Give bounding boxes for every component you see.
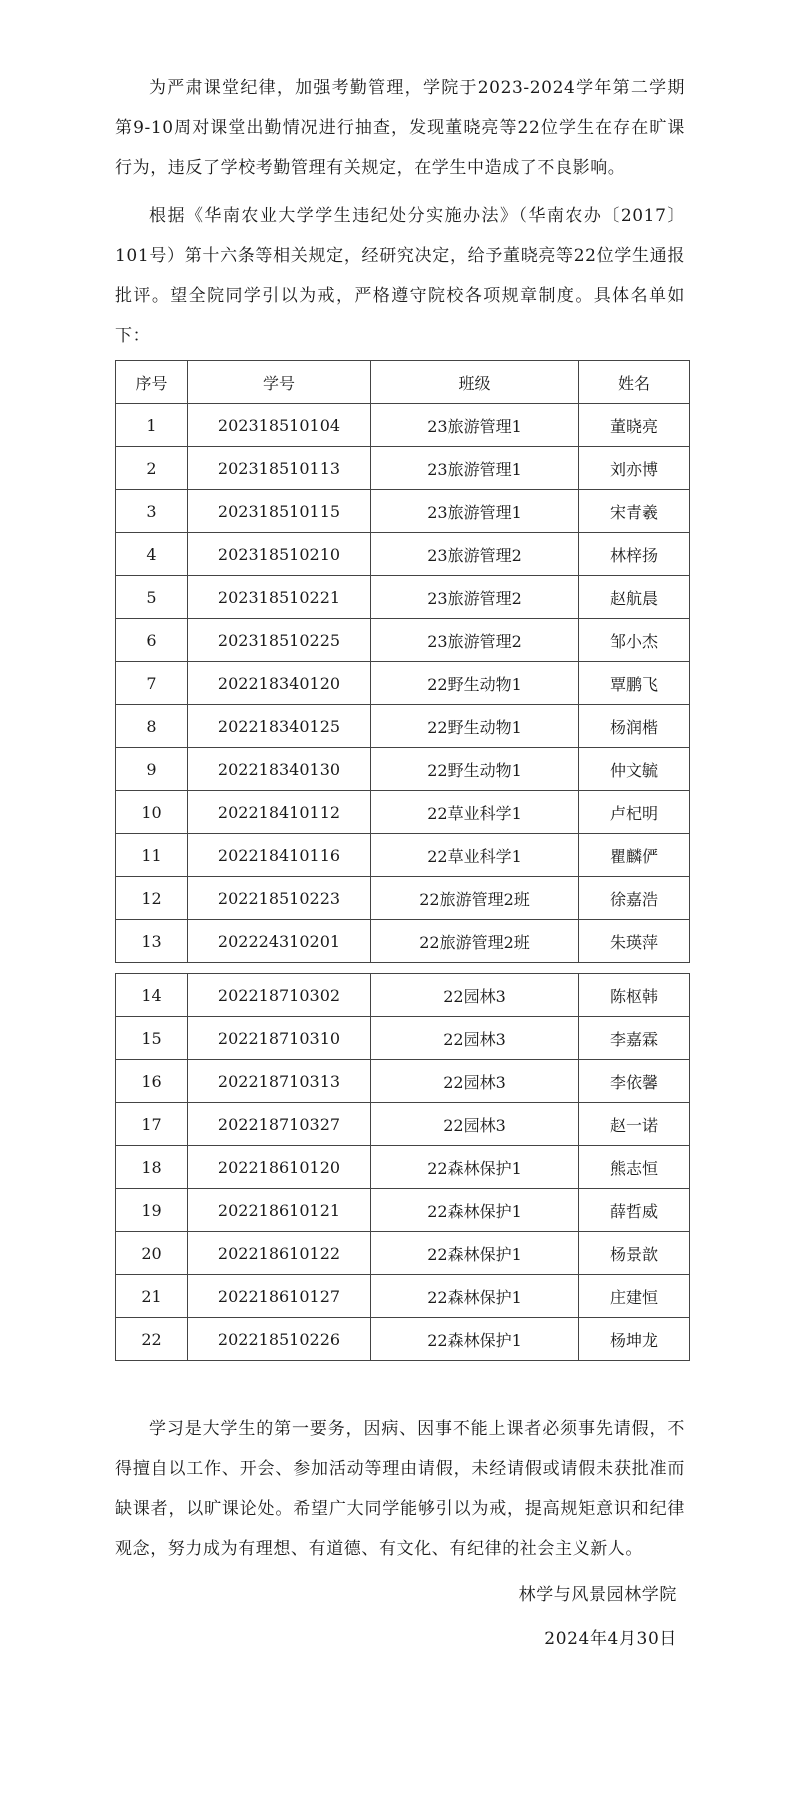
student-list-table-part2	[115, 973, 690, 1361]
cell-class: 22草业科学1	[371, 791, 579, 834]
cell-index: 6	[116, 619, 188, 662]
table-row	[116, 490, 690, 533]
header-name: 姓名	[579, 361, 690, 404]
cell-name: 董晓亮	[579, 404, 690, 447]
cell-class: 22旅游管理2班	[371, 920, 579, 963]
table-row	[116, 1103, 690, 1146]
cell-index: 16	[116, 1060, 188, 1103]
cell-class: 22野生动物1	[371, 705, 579, 748]
cell-name: 宋青羲	[579, 490, 690, 533]
table-row	[116, 748, 690, 791]
cell-name: 赵一诺	[579, 1103, 690, 1146]
cell-index: 10	[116, 791, 188, 834]
cell-class: 22森林保护1	[371, 1318, 579, 1361]
table-row	[116, 920, 690, 963]
table-row	[116, 1189, 690, 1232]
cell-name: 朱瑛萍	[579, 920, 690, 963]
table-row	[116, 1017, 690, 1060]
cell-student-id: 202318510104	[188, 404, 371, 447]
table-row	[116, 447, 690, 490]
cell-name: 陈枢韩	[579, 974, 690, 1017]
cell-class: 22园林3	[371, 1103, 579, 1146]
cell-student-id: 202224310201	[188, 920, 371, 963]
table-row	[116, 834, 690, 877]
cell-student-id: 202318510225	[188, 619, 371, 662]
cell-name: 林梓扬	[579, 533, 690, 576]
cell-class: 22园林3	[371, 1060, 579, 1103]
cell-class: 23旅游管理1	[371, 404, 579, 447]
cell-student-id: 202318510113	[188, 447, 371, 490]
cell-index: 18	[116, 1146, 188, 1189]
cell-name: 杨坤龙	[579, 1318, 690, 1361]
cell-name: 覃鹏飞	[579, 662, 690, 705]
table-row	[116, 974, 690, 1017]
notice-document	[115, 68, 685, 1659]
cell-index: 7	[116, 662, 188, 705]
header-class: 班级	[371, 361, 579, 404]
cell-index: 2	[116, 447, 188, 490]
cell-class: 22森林保护1	[371, 1275, 579, 1318]
cell-student-id: 202218340130	[188, 748, 371, 791]
cell-student-id: 202218340120	[188, 662, 371, 705]
table-row	[116, 576, 690, 619]
cell-name: 刘亦博	[579, 447, 690, 490]
cell-class: 22森林保护1	[371, 1189, 579, 1232]
signature-org: 林学与风景园林学院	[518, 1585, 677, 1605]
table-row	[116, 791, 690, 834]
cell-name: 李依馨	[579, 1060, 690, 1103]
cell-class: 22野生动物1	[371, 748, 579, 791]
cell-class: 22野生动物1	[371, 662, 579, 705]
cell-class: 22草业科学1	[371, 834, 579, 877]
cell-name: 李嘉霖	[579, 1017, 690, 1060]
cell-index: 9	[116, 748, 188, 791]
cell-name: 杨景歆	[579, 1232, 690, 1275]
cell-name: 庄建恒	[579, 1275, 690, 1318]
table-row	[116, 1318, 690, 1361]
cell-student-id: 202318510115	[188, 490, 371, 533]
cell-class: 22森林保护1	[371, 1232, 579, 1275]
table-row	[116, 705, 690, 748]
cell-student-id: 202218610127	[188, 1275, 371, 1318]
cell-class: 22森林保护1	[371, 1146, 579, 1189]
cell-index: 21	[116, 1275, 188, 1318]
cell-index: 8	[116, 705, 188, 748]
header-index: 序号	[116, 361, 188, 404]
cell-class: 23旅游管理2	[371, 619, 579, 662]
cell-class: 22园林3	[371, 1017, 579, 1060]
cell-name: 仲文毓	[579, 748, 690, 791]
cell-name: 邹小杰	[579, 619, 690, 662]
cell-student-id: 202218610122	[188, 1232, 371, 1275]
intro-paragraph-2: 根据《华南农业大学学生违纪处分实施办法》（华南农办〔2017〕101号）第十六条等相关规定，经研究决定，给予董晓亮等22位学生通报批评。望全院同学引以为戒，严格遵守院校各项规章制度。具体名单如下：	[115, 206, 685, 346]
cell-student-id: 202218510223	[188, 877, 371, 920]
cell-student-id: 202218710327	[188, 1103, 371, 1146]
cell-class: 23旅游管理2	[371, 576, 579, 619]
cell-student-id: 202218340125	[188, 705, 371, 748]
cell-class: 23旅游管理2	[371, 533, 579, 576]
cell-class: 23旅游管理1	[371, 490, 579, 533]
cell-index: 13	[116, 920, 188, 963]
cell-student-id: 202218710302	[188, 974, 371, 1017]
signature-date: 2024年4月30日	[544, 1629, 677, 1649]
cell-name: 卢杞明	[579, 791, 690, 834]
table-row	[116, 877, 690, 920]
cell-index: 12	[116, 877, 188, 920]
closing-paragraph: 学习是大学生的第一要务，因病、因事不能上课者必须事先请假，不得擅自以工作、开会、参加活动等理由请假，未经请假或请假未获批准而缺课者，以旷课论处。希望广大同学能够引以为戒，提高规矩意识和纪律观念，努力成为有理想、有道德、有文化、有纪律的社会主义新人。	[115, 1419, 685, 1559]
cell-index: 15	[116, 1017, 188, 1060]
cell-index: 14	[116, 974, 188, 1017]
cell-index: 20	[116, 1232, 188, 1275]
cell-index: 19	[116, 1189, 188, 1232]
cell-index: 17	[116, 1103, 188, 1146]
cell-name: 薛哲威	[579, 1189, 690, 1232]
table-row	[116, 1275, 690, 1318]
table-row	[116, 1146, 690, 1189]
cell-student-id: 202218410112	[188, 791, 371, 834]
cell-index: 22	[116, 1318, 188, 1361]
cell-student-id: 202218510226	[188, 1318, 371, 1361]
table-row	[116, 662, 690, 705]
table-row	[116, 619, 690, 662]
cell-index: 3	[116, 490, 188, 533]
cell-name: 熊志恒	[579, 1146, 690, 1189]
cell-index: 1	[116, 404, 188, 447]
cell-index: 11	[116, 834, 188, 877]
cell-student-id: 202218410116	[188, 834, 371, 877]
cell-name: 徐嘉浩	[579, 877, 690, 920]
cell-student-id: 202218610121	[188, 1189, 371, 1232]
cell-name: 赵航晨	[579, 576, 690, 619]
cell-student-id: 202218710310	[188, 1017, 371, 1060]
cell-index: 5	[116, 576, 188, 619]
cell-class: 23旅游管理1	[371, 447, 579, 490]
cell-student-id: 202318510221	[188, 576, 371, 619]
cell-student-id: 202318510210	[188, 533, 371, 576]
cell-class: 22园林3	[371, 974, 579, 1017]
student-list-table-part1	[115, 360, 690, 963]
table-header-row	[116, 361, 690, 404]
table-row	[116, 533, 690, 576]
cell-student-id: 202218710313	[188, 1060, 371, 1103]
table-row	[116, 1232, 690, 1275]
cell-index: 4	[116, 533, 188, 576]
cell-class: 22旅游管理2班	[371, 877, 579, 920]
cell-name: 杨润楷	[579, 705, 690, 748]
cell-student-id: 202218610120	[188, 1146, 371, 1189]
cell-name: 瞿麟俨	[579, 834, 690, 877]
table-row	[116, 1060, 690, 1103]
intro-paragraph-1: 为严肃课堂纪律，加强考勤管理，学院于2023-2024学年第二学期第9-10周对课堂出勤情况进行抽查，发现董晓亮等22位学生在存在旷课行为，违反了学校考勤管理有关规定，在学生中造成了不良影响。	[115, 78, 685, 178]
header-student-id: 学号	[188, 361, 371, 404]
table-row	[116, 404, 690, 447]
